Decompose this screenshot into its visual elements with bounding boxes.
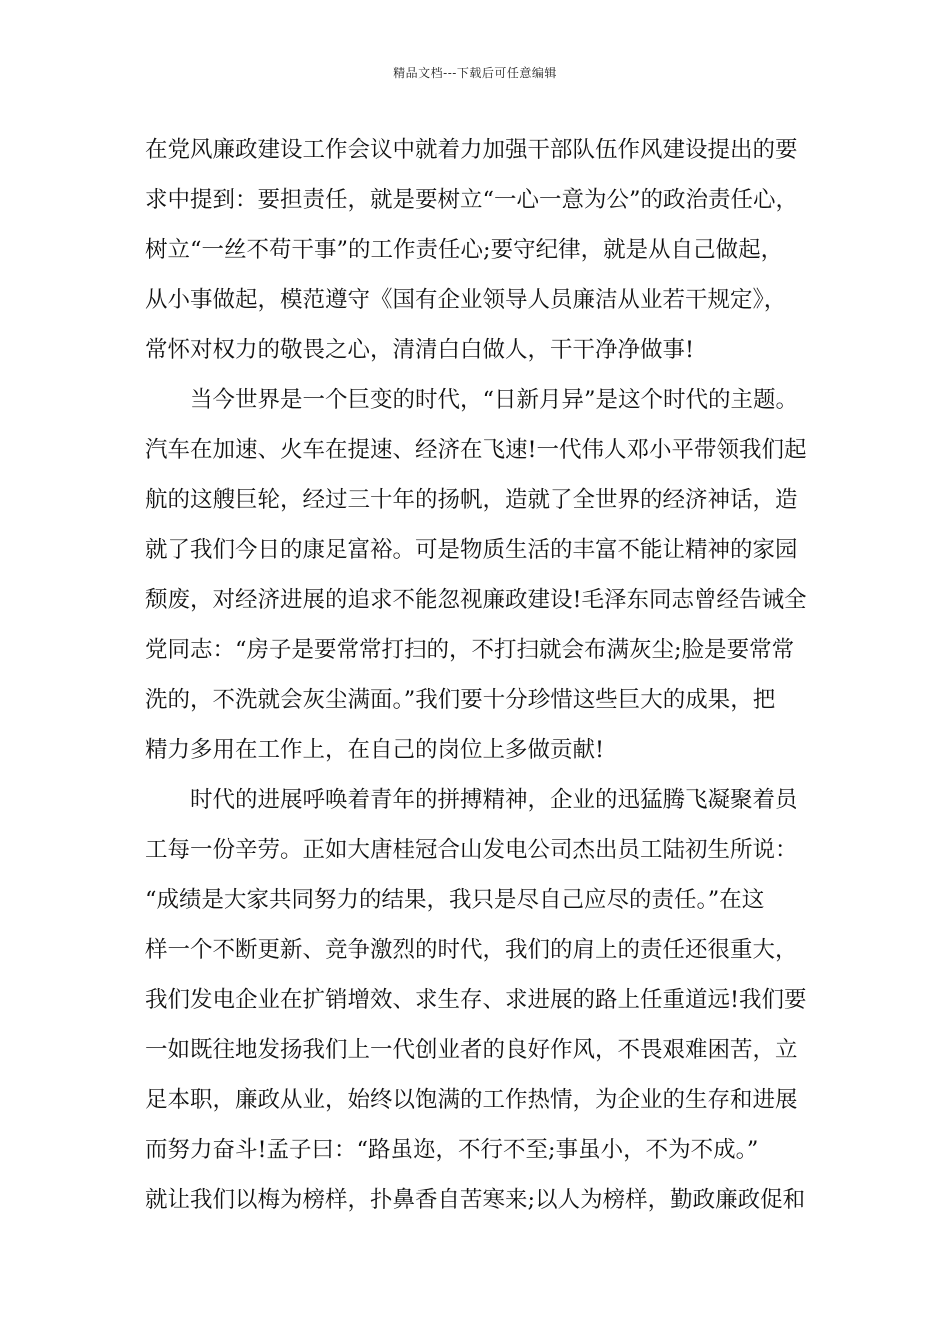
text-line: 颓废，对经济进展的追求不能忽视廉政建设!毛泽东同志曾经告诫全	[145, 587, 807, 613]
paragraph	[145, 380, 825, 780]
text-line: “成绩是大家共同努力的结果，我只是尽自己应尽的责任。”在这	[145, 887, 765, 913]
text-line: 工每一份辛劳。正如大唐桂冠合山发电公司杰出员工陆初生所说：	[145, 837, 798, 863]
text-line: 在党风廉政建设工作会议中就着力加强干部队伍作风建设提出的要	[145, 137, 798, 163]
text-line: 党同志：“房子是要常常打扫的，不打扫就会布满灰尘;脸是要常常	[145, 637, 795, 663]
text-line: 航的这艘巨轮，经过三十年的扬帆，造就了全世界的经济神话，造	[145, 487, 798, 513]
text-line: 足本职，廉政从业，始终以饱满的工作热情，为企业的生存和进展	[145, 1087, 798, 1113]
text-line: 一如既往地发扬我们上一代创业者的良好作风，不畏艰难困苦，立	[145, 1037, 798, 1063]
text-line: 从小事做起，模范遵守《国有企业领导人员廉洁从业若干规定》，	[145, 287, 787, 313]
text-line: 我们发电企业在扩销增效、求生存、求进展的路上任重道远!我们要	[145, 987, 807, 1013]
page-header: 精品文档---下载后可任意编辑	[393, 66, 557, 80]
text-line: 样一个不断更新、竞争激烈的时代，我们的肩上的责任还很重大，	[145, 937, 798, 963]
text-line: 汽车在加速、火车在提速、经济在飞速!一代伟人邓小平带领我们起	[145, 437, 807, 463]
paragraph	[145, 130, 825, 380]
text-line: 就让我们以梅为榜样，扑鼻香自苦寒来;以人为榜样，勤政廉政促和	[145, 1187, 806, 1213]
text-line: 洗的，不洗就会灰尘满面。”我们要十分珍惜这些巨大的成果，把	[145, 687, 776, 713]
text-line: 求中提到：要担责任，就是要树立“一心一意为公”的政治责任心，	[145, 187, 799, 213]
text-line: 就了我们今日的康足富裕。可是物质生活的丰富不能让精神的家园	[145, 537, 798, 563]
document-body	[145, 130, 825, 1230]
text-line: 精力多用在工作上，在自己的岗位上多做贡献!	[145, 737, 605, 763]
text-line: 而努力奋斗!孟子曰：“路虽迩，不行不至;事虽小，不为不成。”	[145, 1137, 759, 1163]
text-line: 时代的进展呼唤着青年的拼搏精神，企业的迅猛腾飞凝聚着员	[190, 787, 798, 813]
paragraph	[145, 780, 825, 1230]
text-line: 树立“一丝不苟干事”的工作责任心;要守纪律，就是从自己做起，	[145, 237, 784, 263]
text-line: 常怀对权力的敬畏之心，清清白白做人，干干净净做事!	[145, 337, 695, 363]
text-line: 当今世界是一个巨变的时代，“日新月异”是这个时代的主题。	[190, 387, 799, 413]
